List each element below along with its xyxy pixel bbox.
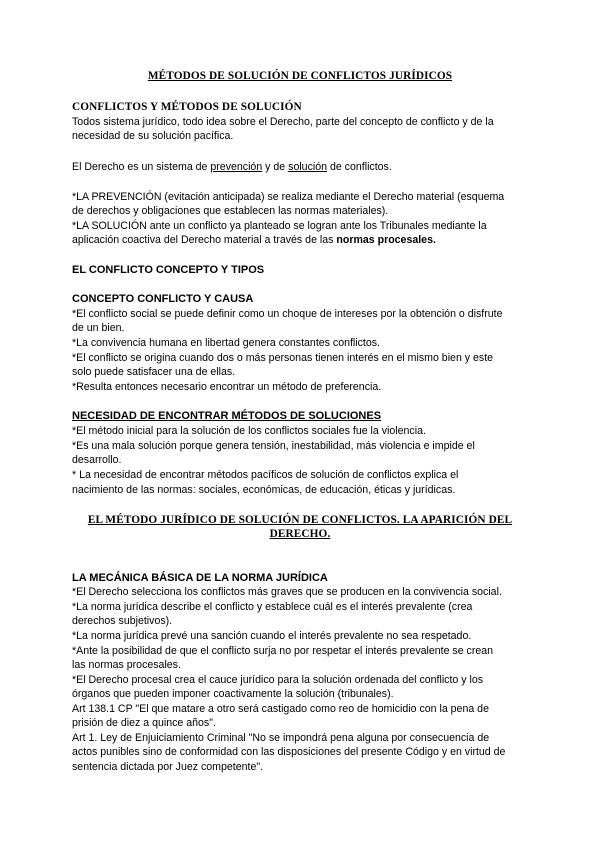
paragraph-line: órganos que pueden imponer coactivamente la solución (tribunales).: [72, 688, 394, 700]
paragraph-derecho-sistema: [72, 161, 392, 174]
paragraph-line: desarrollo.: [72, 454, 122, 466]
paragraph-line: *La norma jurídica prevé una sanción cuando el interés prevalente no sea respetado.: [72, 630, 472, 642]
section-heading-necesidad: NECESIDAD DE ENCONTRAR MÉTODOS DE SOLUCIONES: [72, 410, 382, 422]
paragraph-line: *LA PREVENCIÓN (evitación anticipada) se realiza mediante el Derecho material (esquema: [72, 191, 505, 203]
paragraph-line: Art 1. Ley de Enjuiciamiento Criminal "No se impondrá pena alguna por consecuencia de: [72, 732, 490, 744]
paragraph-line: [72, 234, 436, 247]
paragraph-line: prisión de diez a quince años".: [72, 717, 216, 729]
paragraph-line: *Resulta entonces necesario encontrar un método de preferencia.: [72, 381, 382, 393]
section-heading-conflictos: CONFLICTOS Y MÉTODOS DE SOLUCIÓN: [72, 101, 302, 113]
paragraph-line: solo puede satisfacer una de ellas.: [72, 366, 236, 378]
paragraph-line: *La norma jurídica describe el conflicto y establece cuál es el interés prevalente (crea: [72, 601, 473, 613]
section-heading-conflicto-concepto: EL CONFLICTO CONCEPTO Y TIPOS: [72, 264, 265, 276]
paragraph-line: * La necesidad de encontrar métodos pacíficos de solución de conflictos explica el: [72, 469, 459, 481]
paragraph-line: *LA SOLUCIÓN ante un conflicto ya planteado se logran ante los Tribunales mediante la: [72, 220, 487, 232]
paragraph-line: Art 138.1 CP "El que matare a otro será castigado como reo de homicidio con la pena de: [72, 703, 489, 715]
paragraph-line: de derechos y obligaciones que establecen las normas materiales).: [72, 205, 389, 217]
subsection-heading-concepto: CONCEPTO CONFLICTO Y CAUSA: [72, 293, 254, 305]
section-heading-metodo-juridico-line2: DERECHO.: [269, 528, 331, 540]
section-heading-metodo-juridico-line1: EL MÉTODO JURÍDICO DE SOLUCIÓN DE CONFLICTOS. LA APARICIÓN DEL: [87, 514, 513, 526]
paragraph-line: *El Derecho selecciona los conflictos más graves que se producen en la convivencia social.: [72, 586, 502, 598]
text-run: y de: [262, 161, 289, 173]
paragraph-line: *El Derecho procesal crea el cauce jurídico para la solución ordenada del conflicto y los: [72, 674, 484, 686]
section-heading-mecanica: LA MECÁNICA BÁSICA DE LA NORMA JURÍDICA: [72, 572, 328, 584]
paragraph-line: actos punibles sino de conformidad con las disposiciones del presente Código y en virtud de: [72, 746, 506, 758]
text-run: El Derecho es un sistema de: [72, 161, 211, 173]
paragraph-line: *El conflicto social se puede definir como un choque de intereses por la obtención o disfrute: [72, 308, 503, 320]
text-run: aplicación coactiva del Derecho material a través de las: [72, 234, 337, 246]
text-run: de conflictos.: [327, 161, 392, 173]
paragraph-line: sentencia dictada por Juez competente".: [72, 761, 264, 773]
underlined-term-solucion: solución: [288, 161, 328, 173]
paragraph-line: Todos sistema jurídico, todo idea sobre el Derecho, parte del concepto de conflicto y de la: [72, 116, 494, 128]
paragraph-line: las normas procesales.: [72, 659, 181, 671]
underlined-term-prevencion: prevención: [210, 161, 263, 173]
paragraph-line: de un bien.: [72, 322, 125, 334]
paragraph-line: derechos subjetivos).: [72, 615, 173, 627]
paragraph-line: nacimiento de las normas: sociales, económicas, de educación, éticas y jurídicas.: [72, 484, 456, 496]
document-title: MÉTODOS DE SOLUCIÓN DE CONFLICTOS JURÍDICOS: [147, 70, 453, 82]
paragraph-line: *El conflicto se origina cuando dos o más personas tienen interés en el mismo bien y este: [72, 352, 494, 364]
paragraph-line: *El método inicial para la solución de los conflictos sociales fue la violencia.: [72, 425, 426, 437]
paragraph-line: *Es una mala solución porque genera tensión, inestabilidad, más violencia e impide el: [72, 440, 475, 452]
paragraph-line: *Ante la posibilidad de que el conflicto surja no por respetar el interés prevalente se crean: [72, 645, 494, 657]
bold-term-normas-procesales: normas procesales.: [336, 234, 436, 246]
paragraph-line: *La convivencia humana en libertad genera constantes conflictos.: [72, 337, 380, 349]
paragraph-line: necesidad de su solución pacífica.: [72, 130, 234, 142]
